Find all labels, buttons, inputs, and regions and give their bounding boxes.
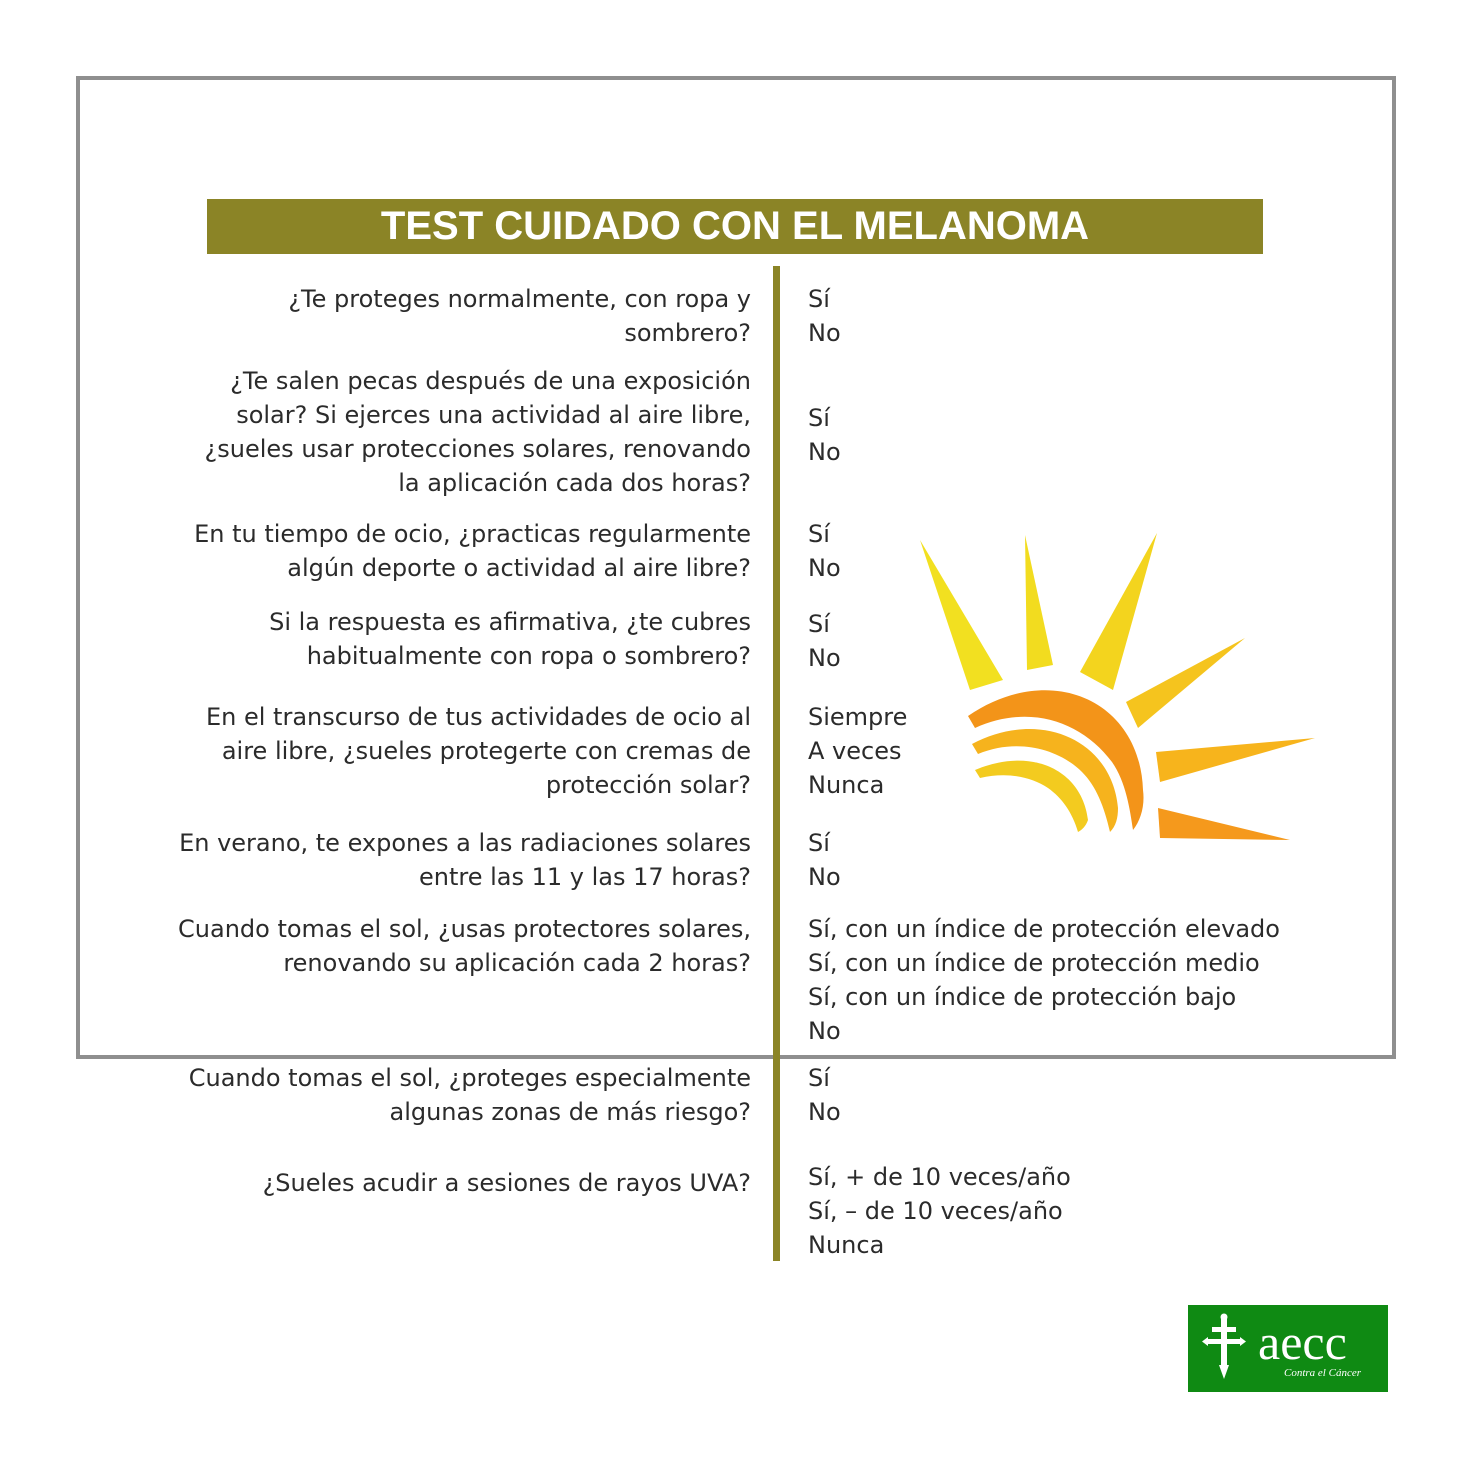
question-6: En verano, te expones a las radiaciones solares entre las 11 y las 17 horas? bbox=[179, 829, 751, 891]
question-1: ¿Te proteges normalmente, con ropa y sombrero? bbox=[288, 285, 751, 347]
answers-8: Sí No bbox=[808, 1064, 841, 1126]
question-8: Cuando tomas el sol, ¿proteges especialmente algunas zonas de más riesgo? bbox=[188, 1064, 751, 1126]
title-banner bbox=[207, 199, 1263, 254]
question-3: En tu tiempo de ocio, ¿practicas regularmente algún deporte o actividad al aire libre? bbox=[194, 520, 751, 582]
cross-of-lorraine-icon bbox=[1198, 1313, 1250, 1383]
question-7: Cuando tomas el sol, ¿usas protectores solares, renovando su aplicación cada 2 horas? bbox=[178, 915, 751, 977]
logo-subtitle: Contra el Cáncer bbox=[1284, 1367, 1361, 1379]
answers-7: Sí, con un índice de protección elevado Sí, con un índice de protección medio Sí, con un índice de protección bajo No bbox=[808, 915, 1280, 1045]
question-2: ¿Te salen pecas después de una exposición solar? Si ejerces una actividad al aire libre, ¿sueles usar protecciones solares, renovando la aplicación cada dos horas? bbox=[204, 367, 751, 497]
answers-4: Sí No bbox=[808, 610, 841, 672]
page-title: TEST CUIDADO CON EL MELANOMA bbox=[380, 204, 1090, 248]
question-4: Si la respuesta es afirmativa, ¿te cubres habitualmente con ropa o sombrero? bbox=[269, 608, 751, 670]
question-9: ¿Sueles acudir a sesiones de rayos UVA? bbox=[262, 1169, 751, 1197]
answers-6: Sí No bbox=[808, 829, 841, 891]
answers-9: Sí, + de 10 veces/año Sí, – de 10 veces/año Nunca bbox=[808, 1163, 1071, 1259]
answers-1: Sí No bbox=[808, 285, 841, 347]
sun-illustration bbox=[900, 520, 1330, 860]
answers-5: Siempre A veces Nunca bbox=[808, 703, 908, 799]
aecc-logo bbox=[1188, 1305, 1388, 1392]
answers-2: Sí No bbox=[808, 404, 841, 466]
question-5: En el transcurso de tus actividades de ocio al aire libre, ¿sueles protegerte con cremas de protección solar? bbox=[205, 703, 751, 799]
column-divider bbox=[773, 266, 780, 1261]
logo-wordmark: aecc bbox=[1258, 1314, 1347, 1370]
answers-3: Sí No bbox=[808, 520, 841, 582]
